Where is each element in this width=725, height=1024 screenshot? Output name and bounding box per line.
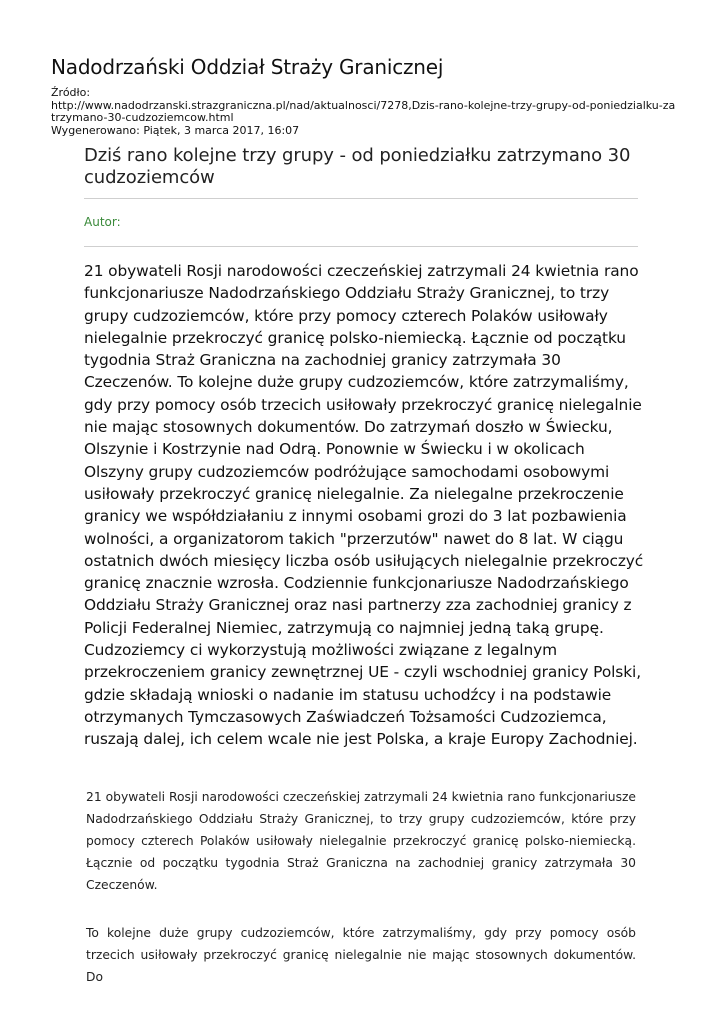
source-metadata [51, 87, 691, 137]
source-url-line1[interactable]: http://www.nadodrzanski.strazgraniczna.pl/nad/aktualnosci/7278,Dzis-rano-kolejne-trzy-grupy-od-poniedzialku-za [51, 98, 676, 112]
site-title: Nadodrzański Oddział Straży Granicznej [51, 55, 444, 79]
author-label: Autor: [84, 215, 121, 229]
article-paragraph: To kolejne duże grupy cudzoziemców, które zatrzymaliśmy, gdy przy pomocy osób trzecich usiłowały przekroczyć granicę nielegalnie nie mając stosownych dokumentów. Do [86, 926, 636, 984]
article-title: Dziś rano kolejne trzy grupy - od poniedziałku zatrzymano 30 cudzoziemców [84, 145, 631, 188]
divider [84, 246, 638, 247]
divider [84, 198, 638, 199]
article-lead: 21 obywateli Rosji narodowości czeczeńskiej zatrzymali 24 kwietnia rano funkcjonariusze Nadodrzańskiego Oddziału Straży Granicznej, to trzy grupy cudzoziemców, które przy pomocy czterech Polaków usiłowały nielegalnie przekroczyć granicę polsko-niemiecką. Łącznie od początku tygodnia Straż Graniczna na zachodniej granicy zatrzymała 30 Czeczenów. To kolejne duże grupy cudzoziemców, które zatrzymaliśmy, gdy przy pomocy osób trzecich usiłowały przekroczyć granicę nielegalnie nie mając stosownych dokumentów. Do zatrzymań doszło w Świecku, Olszynie i Kostrzynie nad Odrą. Ponownie w Świecku i w okolicach Olszyny grupy cudzoziemców podróżujące samochodami osobowymi usiłowały przekroczyć granicę nielegalnie. Za nielegalne przekroczenie granicy we współdziałaniu z innymi osobami grozi do 3 lat pozbawienia wolności, a organizatorom takich "przerzutów" nawet do 8 lat. W ciągu ostatnich dwóch miesięcy liczba osób usiłujących nielegalnie przekroczyć granicę znacznie wzrosła. Codziennie funkcjonariusze Nadodrzańskiego Oddziału Straży Granicznej oraz nasi partnerzy zza zachodniej granicy z Policji Federalnej Niemiec, zatrzymują co najmniej jedną taką grupę. Cudzoziemcy ci wykorzystują możliwości związane z legalnym przekroczeniem granicy zewnętrznej UE - czyli wschodniej granicy Polski, gdzie składają wnioski o nadanie im statusu uchodźcy i na podstawie otrzymanych Tymczasowych Zaświadczeń Tożsamości Cudzoziemca, ruszają dalej, ich celem wcale nie jest Polska, a kraje Europy Zachodniej. [84, 262, 644, 749]
source-label: Źródło: [51, 86, 91, 99]
source-url-line2[interactable]: trzymano-30-cudzoziemcow.html [51, 111, 234, 124]
generated-date: Wygenerowano: Piątek, 3 marca 2017, 16:07 [51, 123, 300, 137]
article-paragraph: 21 obywateli Rosji narodowości czeczeńskiej zatrzymali 24 kwietnia rano funkcjonariusze Nadodrzańskiego Oddziału Straży Granicznej, to trzy grupy cudzoziemców, które przy pomocy czterech Polaków usiłowały nielegalnie przekroczyć granicę polsko-niemiecką. Łącznie od początku tygodnia Straż Graniczna na zachodniej granicy zatrzymała 30 Czeczenów. [86, 790, 636, 892]
